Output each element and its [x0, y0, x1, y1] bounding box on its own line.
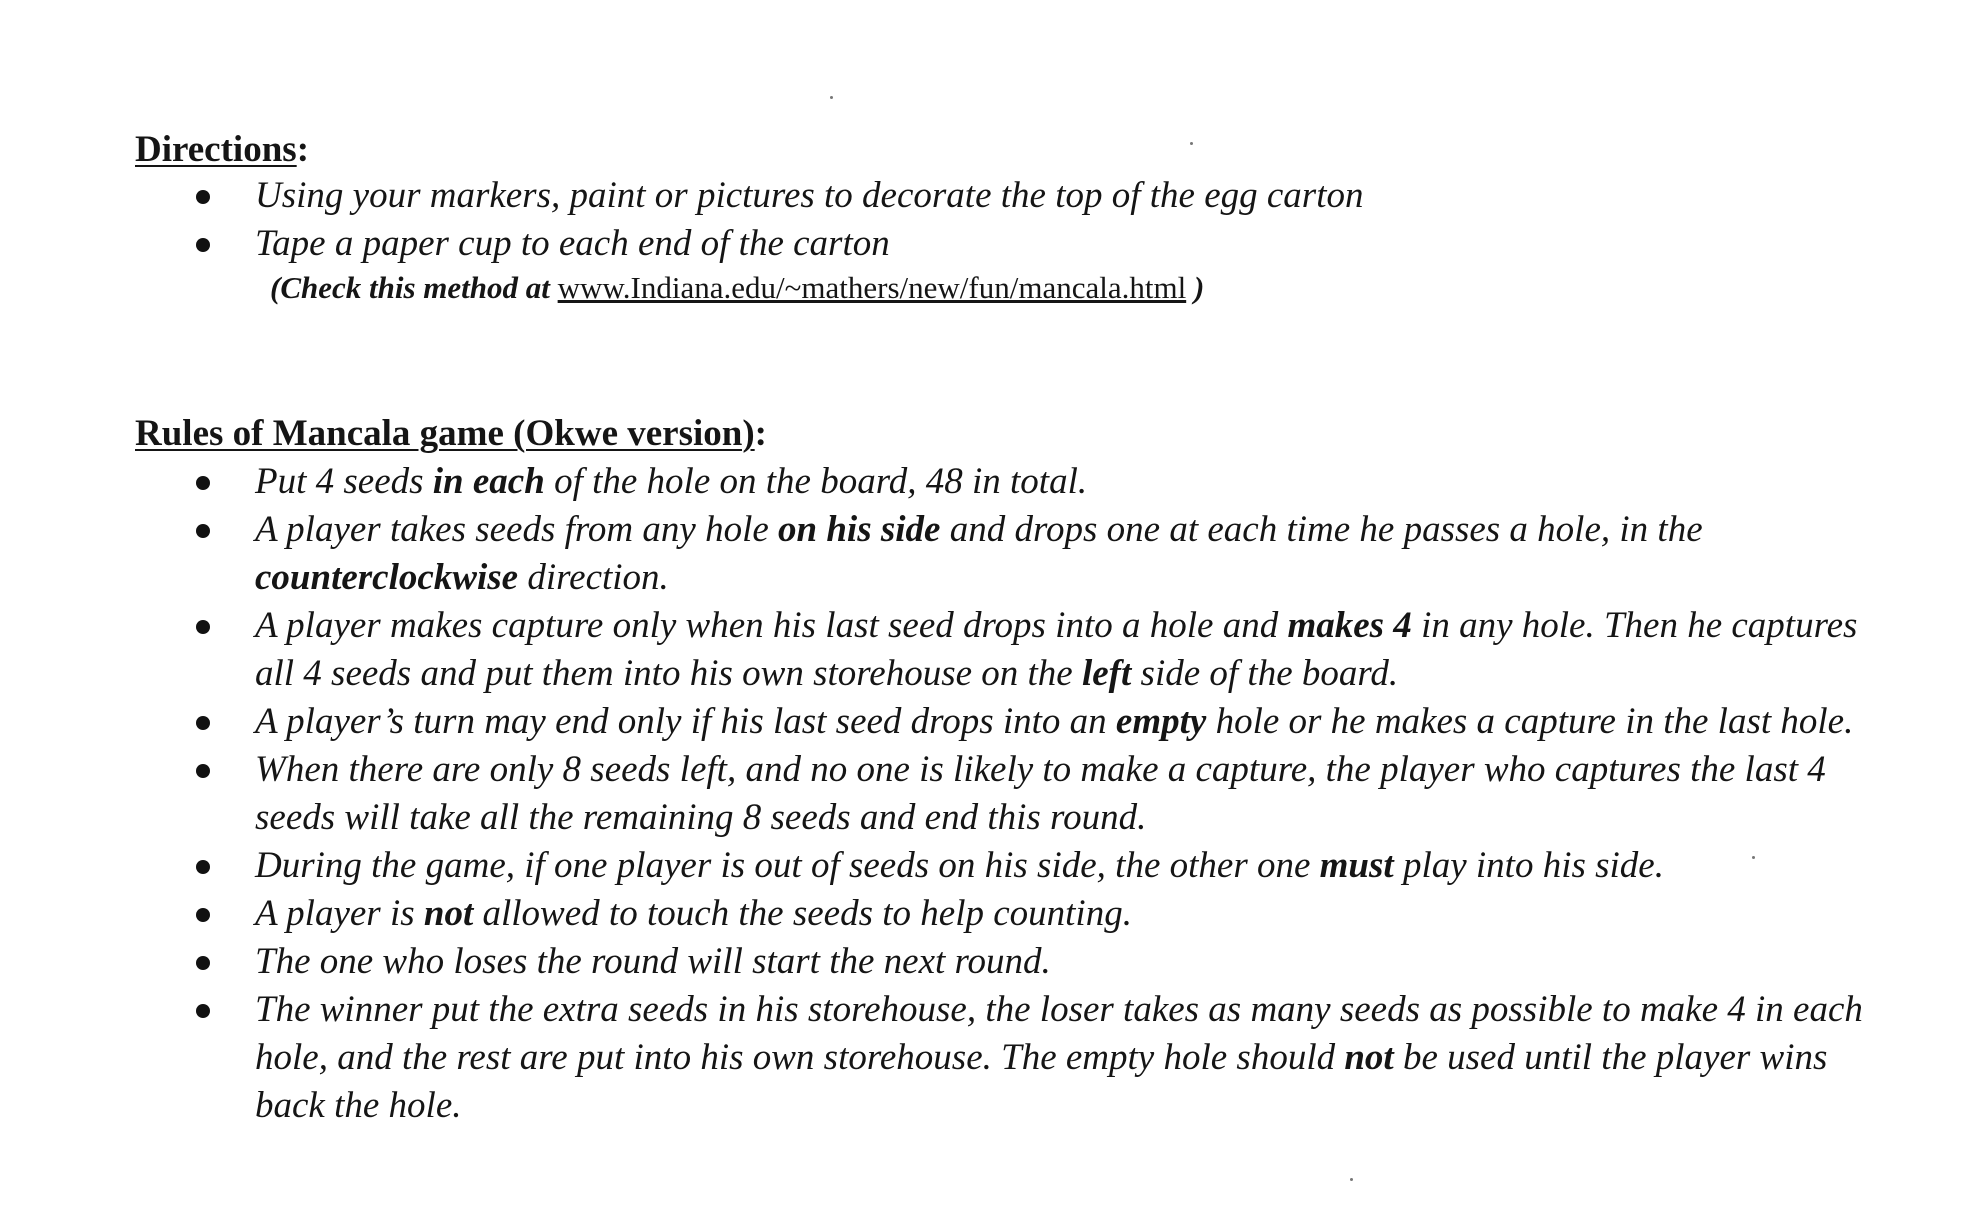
bullet-icon: [196, 956, 210, 970]
rule-text: A player takes seeds from any hole: [255, 509, 779, 550]
rule-text: allowed to touch the seeds to help counting.: [473, 893, 1132, 934]
emphasis-text: must: [1319, 845, 1394, 886]
mancala-link[interactable]: www.Indiana.edu/~mathers/new/fun/mancala.html: [557, 270, 1187, 305]
bullet-icon: [196, 524, 210, 538]
scan-speck: [1350, 1178, 1353, 1181]
list-item: [0, 698, 1865, 746]
emphasis-text: not: [423, 893, 474, 934]
list-item: [0, 842, 1865, 890]
rule-text: in any hole. Then he captures all 4 seeds and put them into his own storehouse on the: [255, 605, 1858, 694]
rule-text: A player makes capture only when his last seed drops into a hole and: [255, 605, 1288, 646]
bullet-icon: [196, 764, 210, 778]
rules-list: [0, 458, 1865, 1130]
emphasis-text: empty: [1115, 701, 1207, 742]
rule-text: hole or he makes a capture in the last hole.: [1206, 701, 1854, 742]
list-item: Tape a paper cup to each end of the carton: [0, 220, 1865, 268]
list-item: [0, 986, 1865, 1130]
emphasis-text: not: [1344, 1037, 1394, 1078]
rule-text: When there are only 8 seeds left, and no one is likely to make a capture, the player who captures the last 4 seeds will take all the remaining 8 seeds and end this round.: [255, 749, 1826, 838]
list-item: [0, 506, 1865, 602]
list-item: [0, 602, 1865, 698]
rule-text: direction.: [518, 557, 669, 598]
rule-text: A player is: [255, 893, 424, 934]
emphasis-text: in each: [432, 461, 545, 502]
directions-heading: Directions:: [135, 129, 310, 170]
rule-text: A player’s turn may end only if his last seed drops into an: [255, 701, 1116, 742]
method-note: (Check this method at www.Indiana.edu/~mathers/new/fun/mancala.html ): [270, 270, 1205, 305]
rule-text: play into his side.: [1393, 845, 1664, 886]
bullet-icon: [196, 716, 210, 730]
emphasis-text: left: [1081, 653, 1132, 694]
rule-text: and drops one at each time he passes a hole, in the: [940, 509, 1703, 550]
bullet-icon: [196, 1004, 210, 1018]
rule-text: side of the board.: [1131, 653, 1399, 694]
list-item: [0, 938, 1865, 986]
scan-speck: [830, 96, 833, 99]
list-item: [0, 458, 1865, 506]
emphasis-text: counterclockwise: [255, 557, 519, 598]
rules-heading: Rules of Mancala game (Okwe version):: [135, 413, 767, 454]
scan-speck: [1752, 856, 1755, 859]
rule-text: Put 4 seeds: [255, 461, 433, 502]
rule-text: be used until the player wins back the hole.: [255, 1037, 1828, 1126]
bullet-icon: [196, 238, 210, 252]
bullet-icon: [196, 620, 210, 634]
directions-list: [0, 172, 1865, 268]
rule-text: The one who loses the round will start the next round.: [255, 941, 1051, 982]
bullet-icon: [196, 476, 210, 490]
rule-text: The winner put the extra seeds in his storehouse, the loser takes as many seeds as possible to make 4 in each hole, and the rest are put into his own storehouse. The empty hole should: [255, 989, 1863, 1078]
bullet-icon: [196, 908, 210, 922]
rule-text: During the game, if one player is out of seeds on his side, the other one: [255, 845, 1320, 886]
emphasis-text: on his side: [778, 509, 941, 550]
rule-text: of the hole on the board, 48 in total.: [544, 461, 1088, 502]
emphasis-text: makes 4: [1287, 605, 1412, 646]
scan-speck: [1190, 142, 1193, 145]
list-item: [0, 890, 1865, 938]
bullet-icon: [196, 860, 210, 874]
list-item: [0, 746, 1865, 842]
bullet-icon: [196, 190, 210, 204]
list-item: Using your markers, paint or pictures to decorate the top of the egg carton: [0, 172, 1865, 220]
